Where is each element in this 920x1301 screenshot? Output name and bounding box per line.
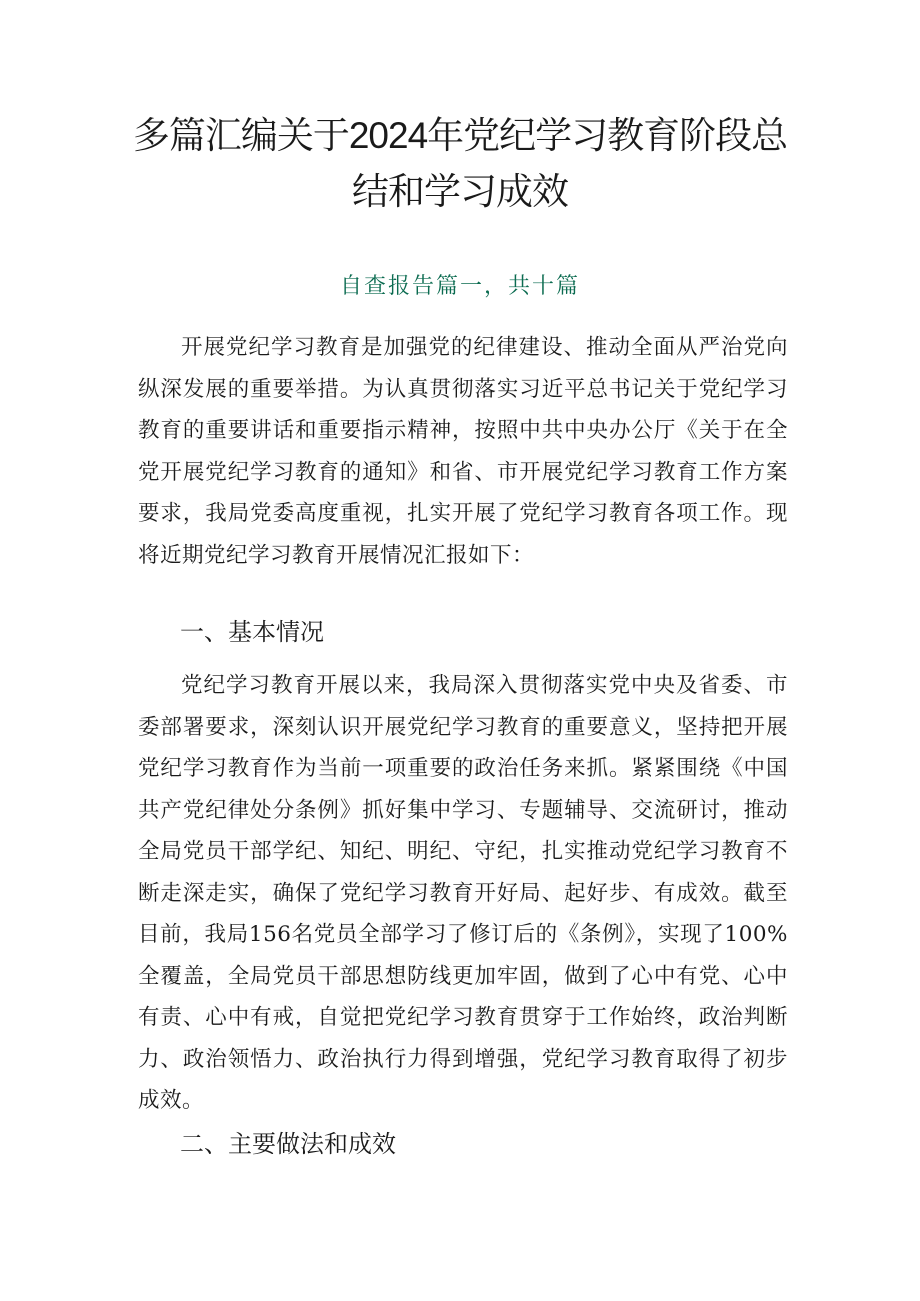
- title-line-1: 多篇汇编关于2024年党纪学习教育阶段总: [132, 115, 788, 156]
- title-line-2: 结和学习成效: [352, 171, 568, 212]
- intro-paragraph: 开展党纪学习教育是加强党的纪律建设、推动全面从严治党向纵深发展的重要举措。为认真贯彻落实习近平总书记关于党纪学习教育的重要讲话和重要指示精神，按照中共中央办公厅《关于在全党开展党纪学习教育的通知》和省、市开展党纪学习教育工作方案要求，我局党委高度重视，扎实开展了党纪学习教育各项工作。现将近期党纪学习教育开展情况汇报如下：: [138, 335, 788, 568]
- section-paragraph-basic-situation: 党纪学习教育开展以来，我局深入贯彻落实党中央及省委、市委部署要求，深刻认识开展党纪学习教育的重要意义，坚持把开展党纪学习教育作为当前一项重要的政治任务来抓。紧紧围绕《中国共产党纪律处分条例》抓好集中学习、专题辅导、交流研讨，推动全局党员干部学纪、知纪、明纪、守纪，扎实推动党纪学习教育不断走深走实，确保了党纪学习教育开好局、起好步、有成效。截至目前，我局156名党员全部学习了修订后的《条例》，实现了100%全覆盖，全局党员干部思想防线更加牢固，做到了心中有党、心中有责、心中有戒，自觉把党纪学习教育贯穿于工作始终，政治判断力、政治领悟力、政治执行力得到增强，党纪学习教育取得了初步成效。: [138, 673, 788, 1113]
- document-subtitle: 自查报告篇一，共十篇: [339, 274, 580, 299]
- section-heading-main-practices: 二、主要做法和成效: [180, 1131, 396, 1158]
- section-heading-basic-situation: 一、基本情况: [180, 619, 324, 646]
- document-title: [110, 108, 810, 220]
